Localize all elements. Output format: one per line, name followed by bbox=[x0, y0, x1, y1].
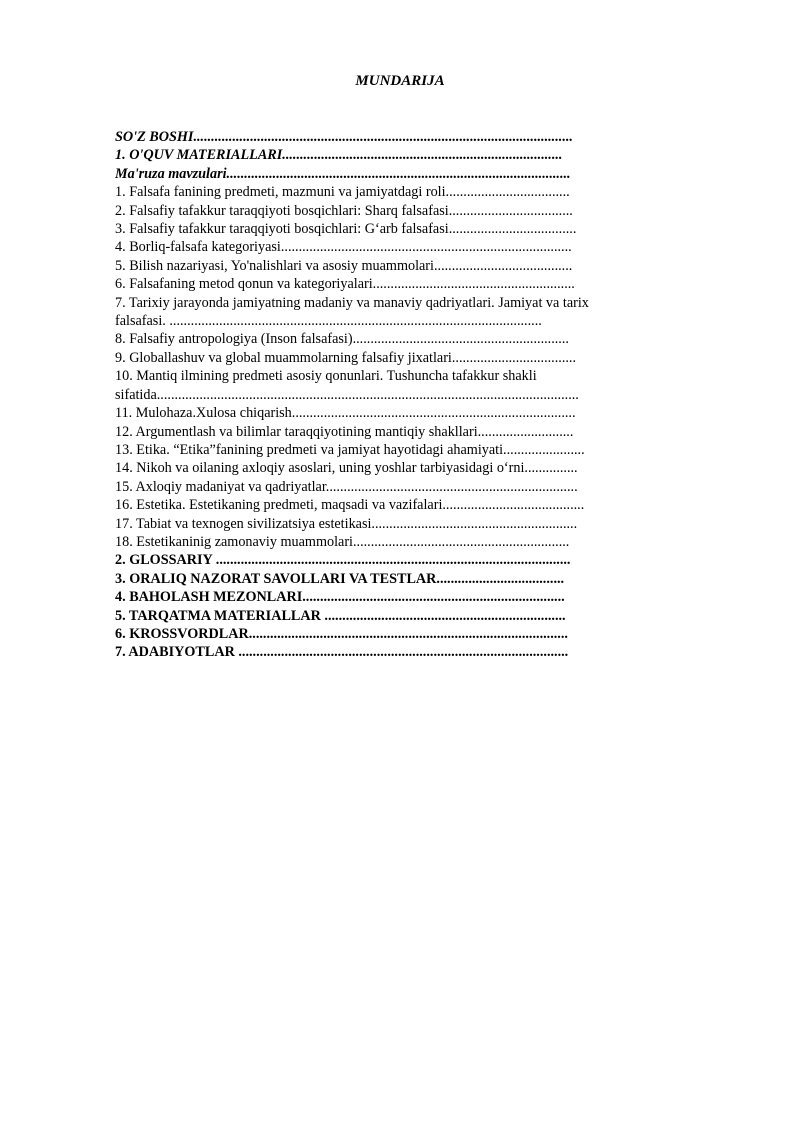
toc-entry: 13. Etika. “Etika”fanining predmeti va jamiyat hayotidagi ahamiyati....................... bbox=[115, 441, 585, 458]
toc-entry: 5. Bilish nazariyasi, Yo'nalishlari va asosiy muammolari....................................... bbox=[115, 257, 573, 274]
toc-entry: 2. GLOSSARIY .................................................................................................... bbox=[115, 552, 571, 569]
toc-entry: 3. Falsafiy tafakkur taraqqiyoti bosqichlari: G‘arb falsafasi.................................... bbox=[115, 221, 577, 238]
table-of-contents bbox=[115, 128, 675, 662]
toc-entry: 17. Tabiat va texnogen sivilizatsiya estetikasi.......................................................... bbox=[115, 515, 578, 532]
toc-entry: 7. ADABIYOTLAR ............................................................................................. bbox=[115, 644, 569, 661]
toc-entry: 10. Mantiq ilmining predmeti asosiy qonunlari. Tushuncha tafakkur shakli bbox=[115, 368, 537, 385]
toc-entry: sifatida....................................................................................................................... bbox=[115, 386, 579, 403]
toc-entry: 6. KROSSVORDLAR.......................................................................................... bbox=[115, 625, 568, 642]
toc-entry: 2. Falsafiy tafakkur taraqqiyoti bosqichlari: Sharq falsafasi................................... bbox=[115, 202, 573, 219]
toc-entry: 16. Estetika. Estetikaning predmeti, maqsadi va vazifalari........................................ bbox=[115, 497, 585, 514]
toc-entry: 7. Tarixiy jarayonda jamiyatning madaniy va manaviy qadriyatlari. Jamiyat va tarix bbox=[115, 294, 589, 311]
toc-entry: 1. Falsafa fanining predmeti, mazmuni va jamiyatdagi roli................................... bbox=[115, 184, 570, 201]
page-title: MUNDARIJA bbox=[355, 73, 445, 89]
toc-entry: 4. Borliq-falsafa kategoriyasi.................................................................................. bbox=[115, 239, 572, 256]
toc-entry: SO'Z BOSHI........................................................................................................... bbox=[115, 129, 573, 145]
toc-entry: 12. Argumentlash va bilimlar taraqqiyotining mantiqiy shakllari........................... bbox=[115, 423, 574, 440]
toc-entry: 15. Axloqiy madaniyat va qadriyatlar....................................................................... bbox=[115, 478, 578, 495]
toc-entry: 6. Falsafaning metod qonun va kategoriyalari......................................................... bbox=[115, 276, 575, 293]
toc-entry: falsafasi. ......................................................................................................... bbox=[115, 313, 542, 330]
toc-entry: 14. Nikoh va oilaning axloqiy asoslari, uning yoshlar tarbiyasidagi o‘rni............... bbox=[115, 460, 578, 477]
toc-entry: 1. O'QUV MATERIALLARI............................................................................... bbox=[115, 147, 563, 164]
toc-entry: 5. TARQATMA MATERIALLAR .................................................................... bbox=[115, 607, 566, 624]
toc-entry: 18. Estetikaninig zamonaviy muammolari............................................................. bbox=[115, 533, 570, 550]
toc-entry: Ma'ruza mavzulari................................................................................................. bbox=[115, 165, 571, 182]
toc-entry: 4. BAHOLASH MEZONLARI.......................................................................... bbox=[115, 589, 565, 606]
toc-entry: 9. Globallashuv va global muammolarning falsafiy jixatlari................................... bbox=[115, 349, 577, 366]
toc-entry: 8. Falsafiy antropologiya (Inson falsafasi)............................................................. bbox=[115, 331, 569, 348]
toc-entry: 3. ORALIQ NAZORAT SAVOLLARI VA TESTLAR.................................... bbox=[115, 570, 565, 587]
toc-entry: 11. Mulohaza.Xulosa chiqarish................................................................................ bbox=[115, 405, 576, 422]
